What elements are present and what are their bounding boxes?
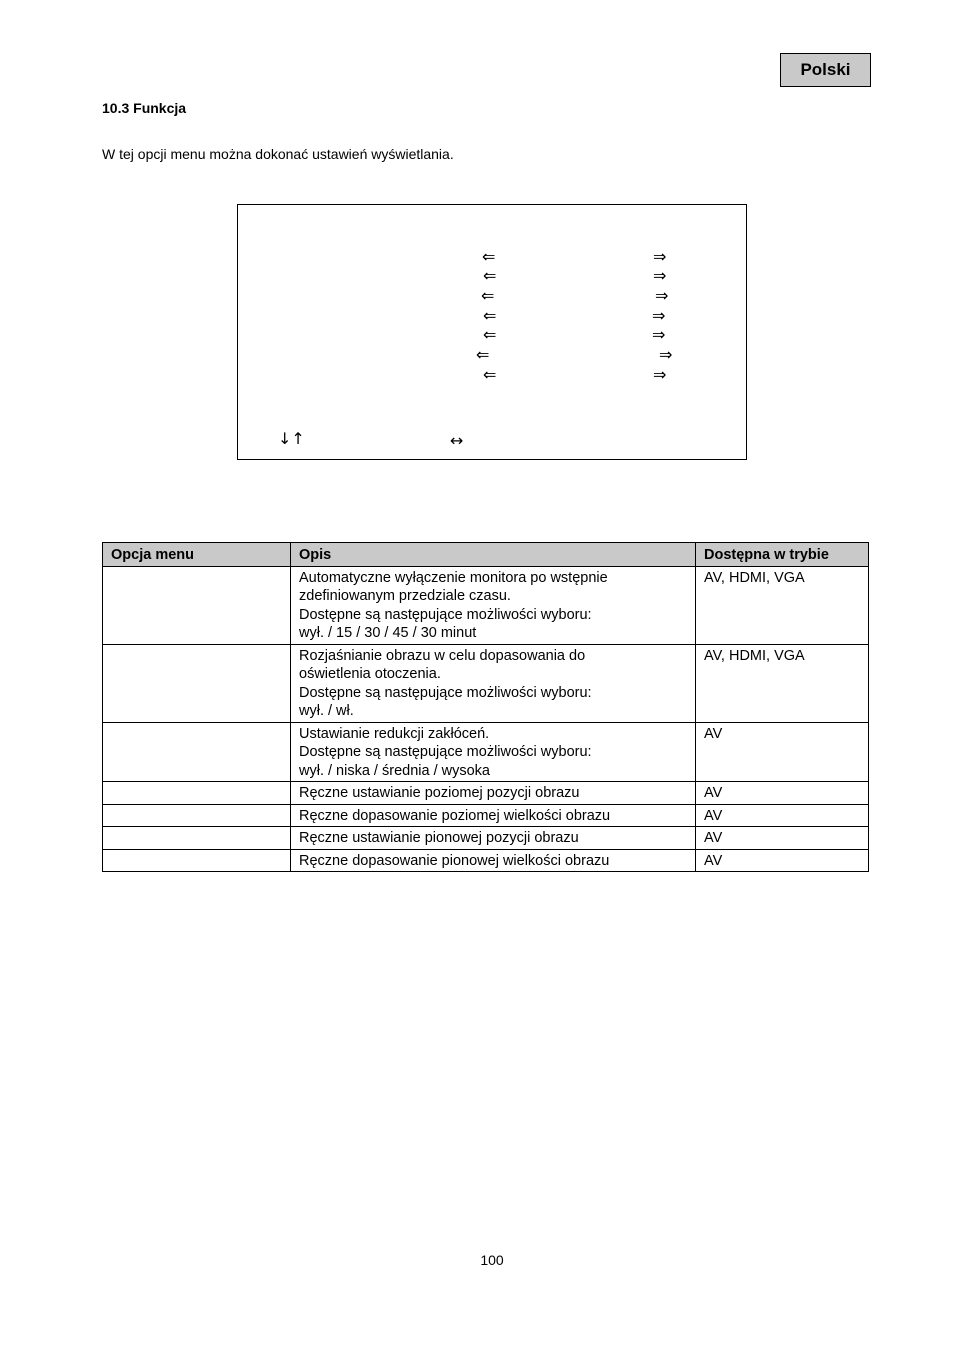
table-row bbox=[103, 782, 869, 805]
description-cell bbox=[291, 782, 696, 805]
right-arrow-icon: ⇒ bbox=[659, 345, 673, 364]
column-header-option: Opcja menu bbox=[103, 543, 291, 567]
left-arrow-icon: ⇐ bbox=[483, 266, 497, 285]
mode-cell: AV bbox=[696, 804, 869, 827]
option-cell bbox=[103, 849, 291, 872]
column-header-description: Opis bbox=[291, 543, 696, 567]
mode-cell: AV, HDMI, VGA bbox=[696, 566, 869, 644]
right-arrow-icon: ⇒ bbox=[653, 247, 667, 266]
options-table bbox=[102, 542, 869, 872]
description-cell bbox=[291, 849, 696, 872]
description-line: wył. / wł. bbox=[299, 703, 354, 719]
mode-cell: AV bbox=[696, 782, 869, 805]
description-line: Ręczne dopasowanie pionowej wielkości obrazu bbox=[299, 852, 610, 869]
table-header-row bbox=[103, 543, 869, 567]
description-line: Dostępne są następujące możliwości wyboru: bbox=[299, 606, 592, 623]
table-row bbox=[103, 804, 869, 827]
left-arrow-icon: ⇐ bbox=[482, 247, 496, 266]
left-arrow-icon: ⇐ bbox=[483, 365, 497, 384]
description-line: Ręczne ustawianie pionowej pozycji obrazu bbox=[299, 830, 579, 846]
table-row bbox=[103, 722, 869, 782]
table-row bbox=[103, 849, 869, 872]
option-cell bbox=[103, 827, 291, 850]
option-cell bbox=[103, 566, 291, 644]
description-cell bbox=[291, 722, 696, 782]
table-row bbox=[103, 827, 869, 850]
description-cell bbox=[291, 804, 696, 827]
up-down-arrows-icon: ↓↑ bbox=[278, 429, 305, 448]
table-row bbox=[103, 644, 869, 722]
description-line: Dostępne są następujące możliwości wyboru: bbox=[299, 744, 592, 760]
option-cell bbox=[103, 722, 291, 782]
intro-text: W tej opcji menu można dokonać ustawień wyświetlania. bbox=[102, 146, 454, 162]
description-line: oświetlenia otoczenia. bbox=[299, 666, 441, 682]
description-line: Dostępne są następujące możliwości wyboru: bbox=[299, 684, 592, 701]
description-line: Automatyczne wyłączenie monitora po wstępnie bbox=[299, 569, 608, 586]
mode-cell: AV bbox=[696, 827, 869, 850]
description-line: wył. / niska / średnia / wysoka bbox=[299, 762, 490, 779]
right-arrow-icon: ⇒ bbox=[653, 365, 667, 384]
mode-cell: AV, HDMI, VGA bbox=[696, 644, 869, 722]
description-cell bbox=[291, 827, 696, 850]
left-arrow-icon: ⇐ bbox=[481, 286, 495, 305]
right-arrow-icon: ⇒ bbox=[653, 266, 667, 285]
description-cell bbox=[291, 644, 696, 722]
right-arrow-icon: ⇒ bbox=[655, 286, 669, 305]
column-header-mode: Dostępna w trybie bbox=[696, 543, 869, 567]
table-row bbox=[103, 566, 869, 644]
right-arrow-icon: ⇒ bbox=[652, 325, 666, 344]
option-cell bbox=[103, 782, 291, 805]
description-line: Ręczne ustawianie poziomej pozycji obrazu bbox=[299, 785, 580, 801]
mode-cell: AV bbox=[696, 849, 869, 872]
left-arrow-icon: ⇐ bbox=[483, 325, 497, 344]
menu-preview bbox=[237, 204, 747, 460]
left-right-arrow-icon: ↔ bbox=[450, 431, 464, 450]
language-text: Polski bbox=[800, 60, 851, 79]
description-line: wył. / 15 / 30 / 45 / 30 minut bbox=[299, 625, 477, 641]
option-cell bbox=[103, 804, 291, 827]
description-line: Ręczne dopasowanie poziomej wielkości obrazu bbox=[299, 807, 611, 824]
language-label bbox=[780, 53, 871, 87]
right-arrow-icon: ⇒ bbox=[652, 306, 666, 325]
description-line: Ustawianie redukcji zakłóceń. bbox=[299, 725, 490, 742]
description-cell bbox=[291, 566, 696, 644]
description-line: Rozjaśnianie obrazu w celu dopasowania do bbox=[299, 647, 586, 664]
page-number: 100 bbox=[480, 1252, 504, 1268]
section-title: 10.3 Funkcja bbox=[102, 100, 187, 116]
left-arrow-icon: ⇐ bbox=[476, 345, 490, 364]
description-line: zdefiniowanym przedziale czasu. bbox=[299, 588, 511, 604]
option-cell bbox=[103, 644, 291, 722]
mode-cell: AV bbox=[696, 722, 869, 782]
left-arrow-icon: ⇐ bbox=[483, 306, 497, 325]
